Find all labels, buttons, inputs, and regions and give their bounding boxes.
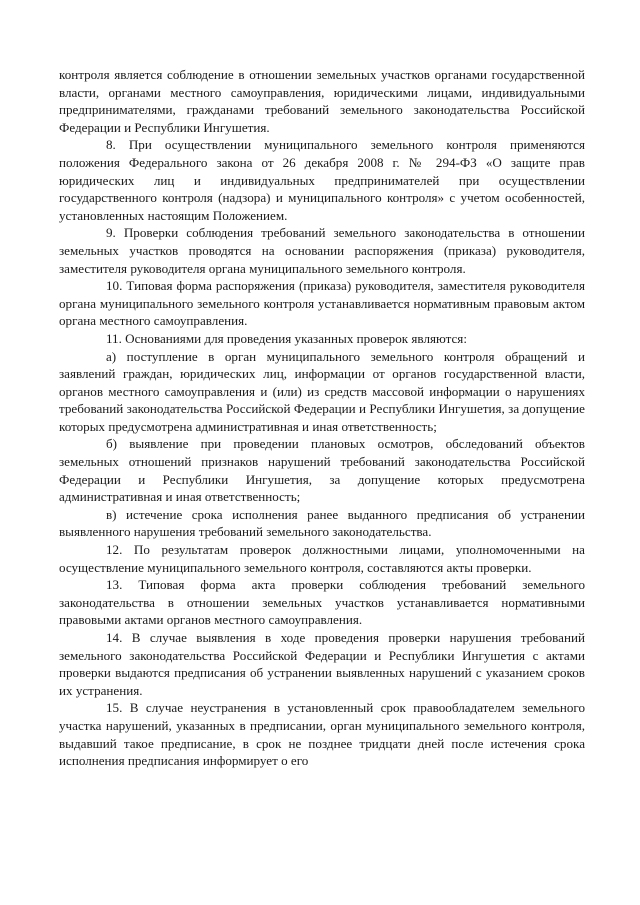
paragraph-item-15: 15. В случае неустранения в установленный срок правообладателем земельного участка нарушений, указанных в предписании, орган муниципального земельного контроля, выдавший такое предписание, в срок не позднее тридцати дней после истечения срока исполнения предписания информирует о его — [59, 700, 585, 769]
paragraph-item-11a: а) поступление в орган муниципального земельного контроля обращений и заявлений граждан, юридических лиц, информации от органов государственной власти, органов местного самоуправления и (или) из средств массовой информации о нарушениях требований законодательства Российской Федерации и Республики Ингушетия, за допущение которых предусмотрена административная и иная ответственность; — [59, 348, 585, 434]
paragraph-item-11v: в) истечение срока исполнения ранее выданного предписания об устранении выявленного нарушения требований земельного законодательства. — [59, 506, 585, 540]
paragraph-item-10: 10. Типовая форма распоряжения (приказа) руководителя, заместителя руководителя органа муниципального земельного контроля устанавливается нормативным правовым актом органа местного самоуправления. — [59, 278, 585, 329]
paragraph-item-9: 9. Проверки соблюдения требований земельного законодательства в отношении земельных участков проводятся на основании распоряжения (приказа) руководителя, заместителя руководителя органа муниципального земельного контроля. — [59, 225, 585, 276]
document-page — [59, 66, 585, 770]
paragraph-item-14: 14. В случае выявления в ходе проведения проверки нарушения требований земельного законодательства Российской Федерации и Республики Ингушетия с актами проверки выдаются предписания об устранении выявленных нарушений с указанием сроков их устранения. — [59, 630, 585, 698]
paragraph-item-11: 11. Основаниями для проведения указанных проверок являются: — [106, 330, 467, 346]
paragraph-item-12: 12. По результатам проверок должностными лицами, уполномоченными на осуществление муниципального земельного контроля, составляются акты проверки. — [59, 542, 585, 575]
paragraph-continuation: контроля является соблюдение в отношении земельных участков органами государственной власти, органами местного самоуправления, юридическими лицами, индивидуальными предпринимателями, гражданами требований земельного законодательства Российской Федерации и Республики Ингушетия. — [59, 67, 585, 135]
paragraph-item-13: 13. Типовая форма акта проверки соблюдения требований земельного законодательства в отношении земельных участков устанавливается нормативными правовыми актами органов местного самоуправления. — [59, 577, 585, 628]
paragraph-item-8: 8. При осуществлении муниципального земельного контроля применяются положения Федерального закона от 26 декабря 2008 г. № 294-ФЗ «О защите прав юридических лиц и индивидуальных предпринимателей при осуществлении государственного контроля (надзора) и муниципального контроля» с учетом особенностей, установленных настоящим Положением. — [59, 137, 585, 223]
paragraph-item-11b: б) выявление при проведении плановых осмотров, обследований объектов земельных отношений признаков нарушений требований законодательства Российской Федерации и Республики Ингушетия, за допущение которых предусмотрена административная и иная ответственность; — [59, 436, 585, 505]
